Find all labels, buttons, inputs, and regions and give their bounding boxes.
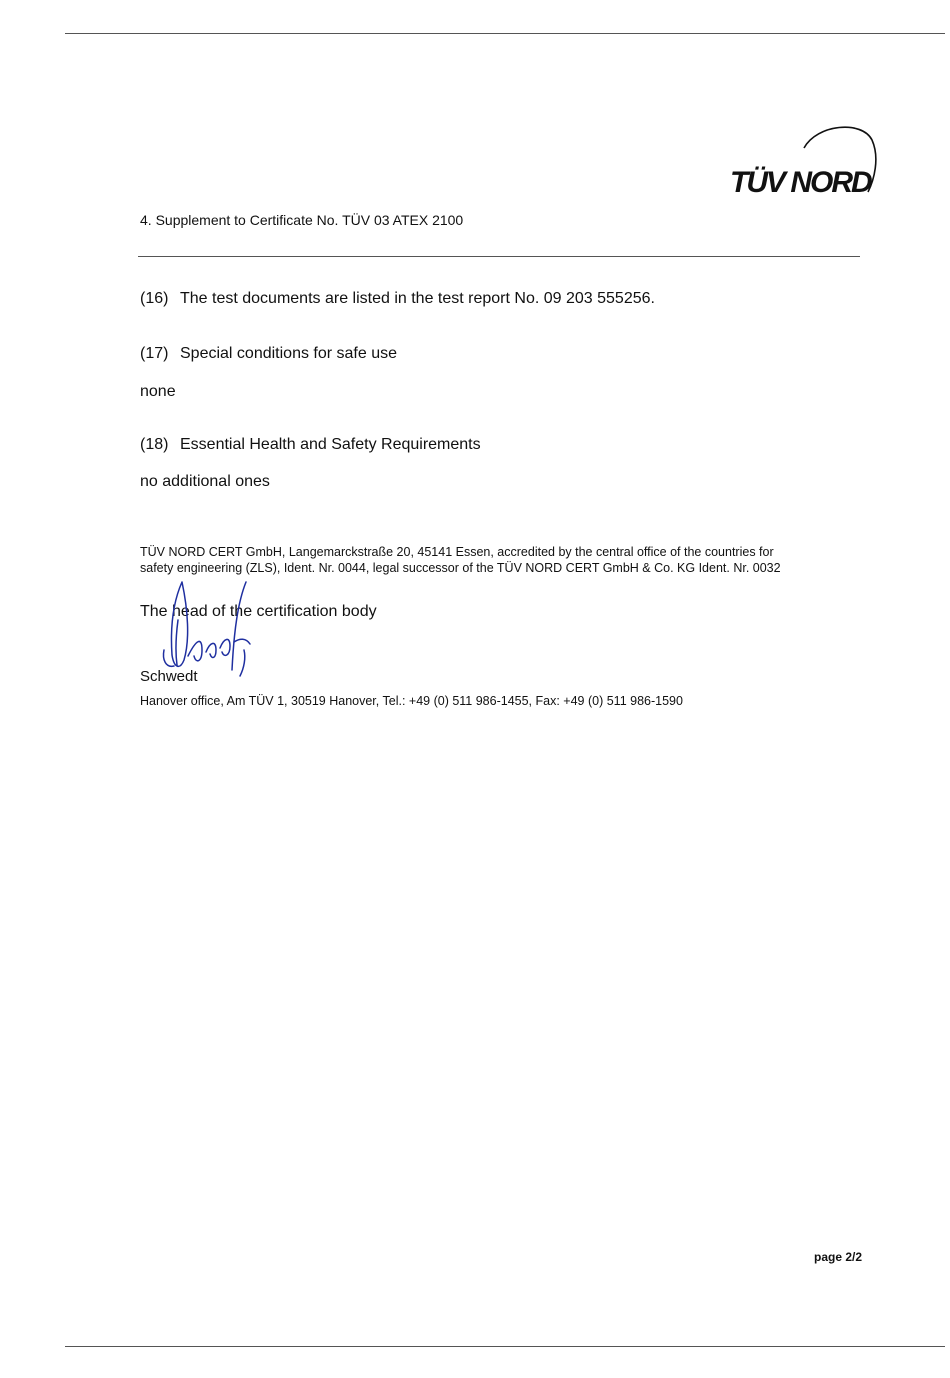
accreditation-line-2: safety engineering (ZLS), Ident. Nr. 0044, legal successor of the TÜV NORD CERT GmbH & Co. KG Ident. Nr. 0032 [140,561,781,575]
section-title: The test documents are listed in the test report No. 09 203 555256. [180,290,655,307]
section-title: Essential Health and Safety Requirements [180,436,481,453]
section-17-body: none [140,383,176,400]
certificate-supplement-heading: 4. Supplement to Certificate No. TÜV 03 ATEX 2100 [140,212,464,228]
top-rule [65,33,945,34]
section-number: (18) [140,436,169,453]
head-of-certification-body: The head of the certification body [140,603,377,620]
section-number: (17) [140,345,169,362]
page-number: page 2/2 [814,1250,863,1264]
hanover-office-contact: Hanover office, Am TÜV 1, 30519 Hanover, Tel.: +49 (0) 511 986-1455, Fax: +49 (0) 511 986-1590 [140,694,683,708]
tuv-nord-logo [722,120,882,200]
signatory-name: Schwedt [140,668,198,685]
section-18 [140,436,481,454]
bottom-rule [65,1346,945,1347]
tuv-nord-logo-graphic [722,120,882,200]
section-16 [140,290,655,308]
section-title: Special conditions for safe use [180,345,398,362]
accreditation-line-1: TÜV NORD CERT GmbH, Langemarckstraße 20, 45141 Essen, accredited by the central office of the countries for [140,545,774,559]
header-divider [138,256,860,257]
svg-text:TÜV NORD: TÜV NORD [730,166,871,199]
handwritten-signature [150,580,260,680]
section-number: (16) [140,290,169,307]
signature-graphic [150,580,260,680]
section-17 [140,345,397,363]
section-18-body: no additional ones [140,473,270,490]
